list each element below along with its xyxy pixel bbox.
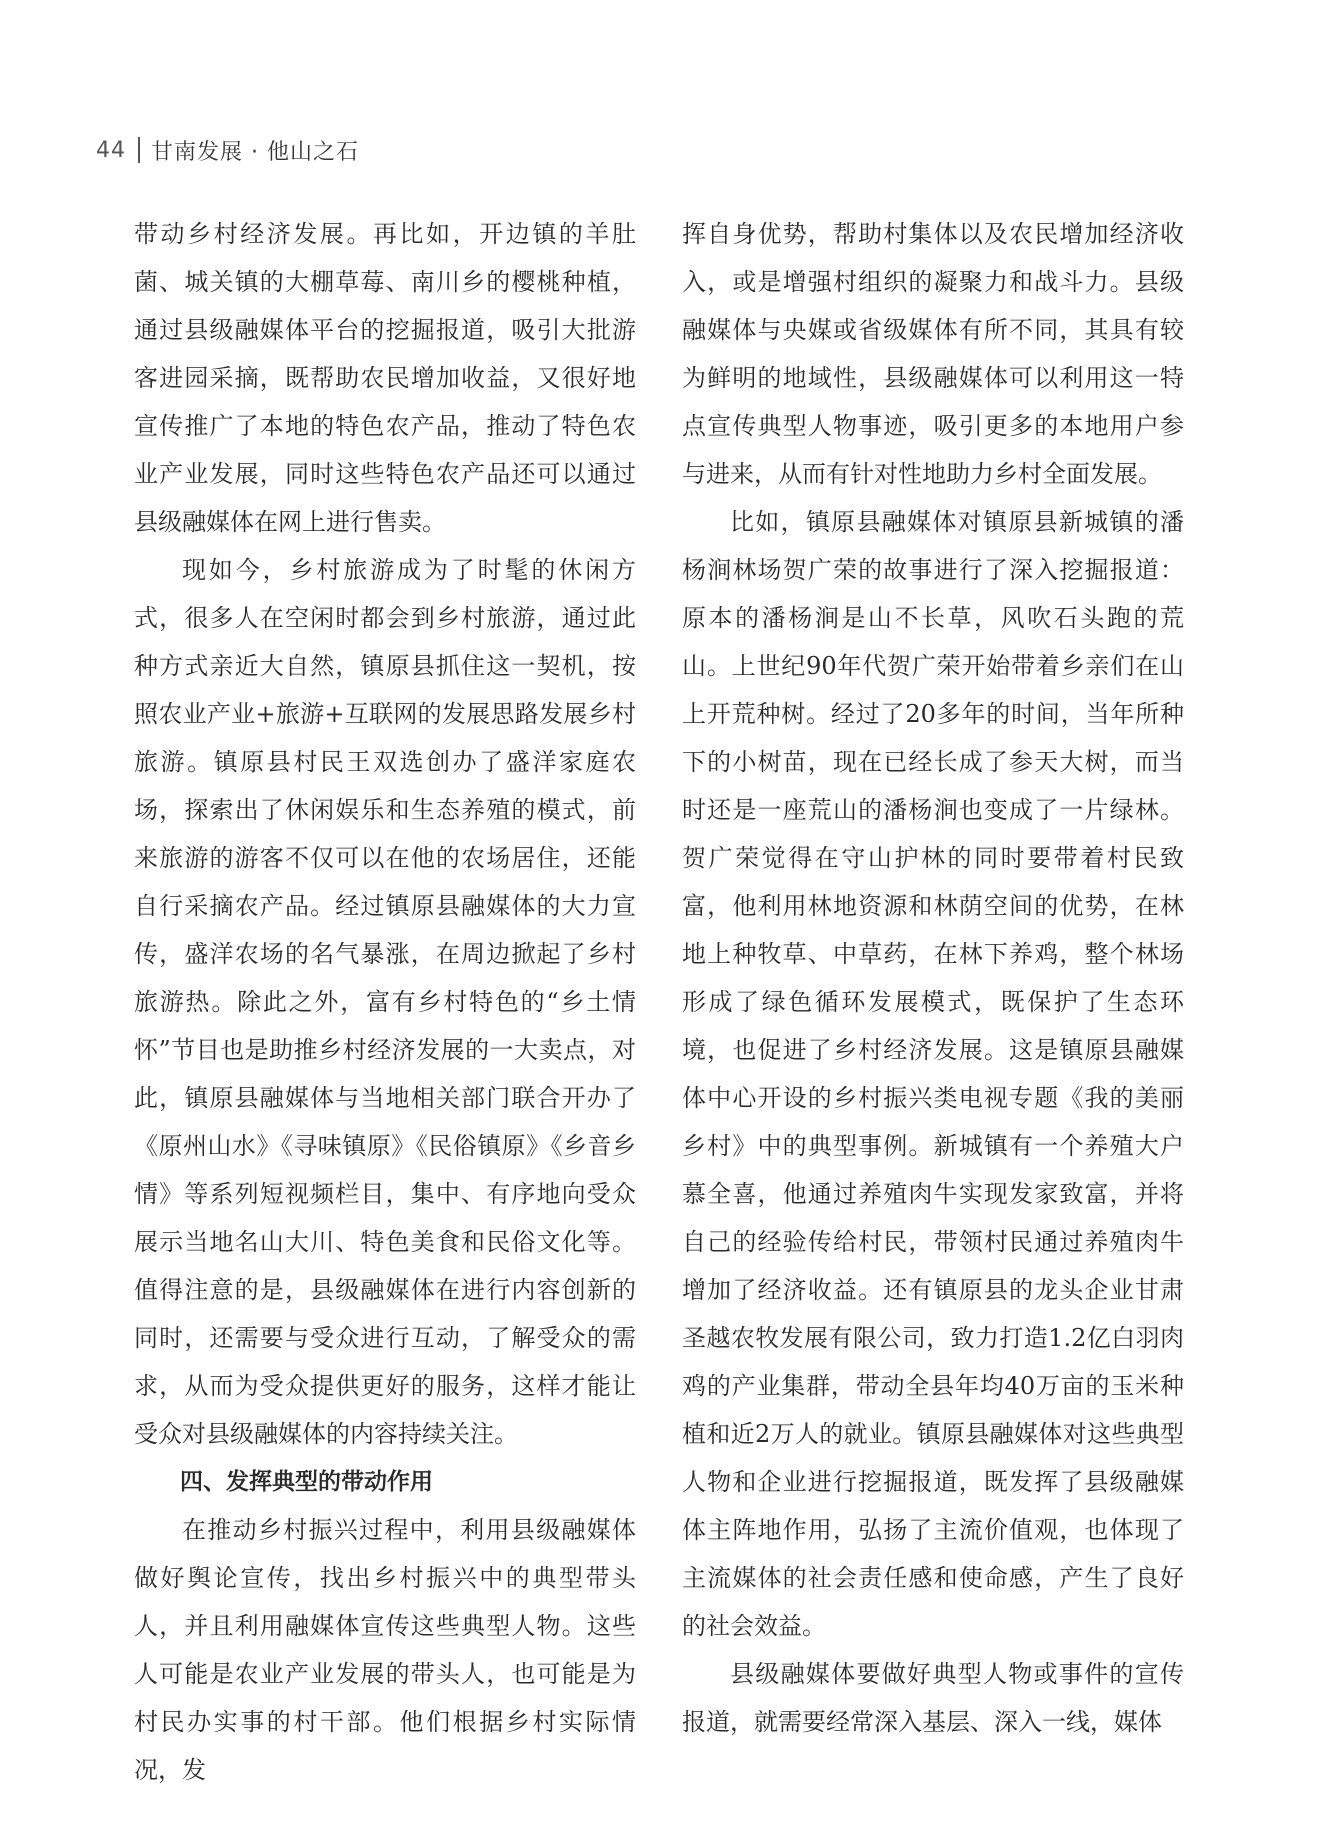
section-title: 甘南发展 · 他山之石 <box>151 139 359 165</box>
left-column <box>134 210 636 1794</box>
section-heading: 四、发挥典型的带动作用 <box>180 1469 433 1495</box>
running-header <box>96 132 359 168</box>
paragraph: 县级融媒体要做好典型人物或事件的宣传报道，就需要经常深入基层、深入一线，媒体 <box>682 1660 1184 1736</box>
paragraph: 在推动乡村振兴过程中，利用县级融媒体做好舆论宣传，找出乡村振兴中的典型带头人，并且利用融媒体宣传这些典型人物。这些人可能是农业产业发展的带头人，也可能是为村民办实事的村干部。他们根据乡村实际情况，发 <box>134 1516 636 1784</box>
paragraph: 比如，镇原县融媒体对镇原县新城镇的潘杨涧林场贺广荣的故事进行了深入挖掘报道：原本的潘杨涧是山不长草，风吹石头跑的荒山。上世纪90年代贺广荣开始带着乡亲们在山上开荒种树。经过了20多年的时间，当年所种下的小树苗，现在已经长成了参天大树，而当时还是一座荒山的潘杨涧也变成了一片绿林。贺广荣觉得在守山护林的同时要带着村民致富，他利用林地资源和林荫空间的优势，在林地上种牧草、中草药，在林下养鸡，整个林场形成了绿色循环发展模式，既保护了生态环境，也促进了乡村经济发展。这是镇原县融媒体中心开设的乡村振兴类电视专题《我的美丽乡村》中的典型事例。新城镇有一个养殖大户慕全喜，他通过养殖肉牛实现发家致富，并将自己的经验传给村民，带领村民通过养殖肉牛增加了经济收益。还有镇原县的龙头企业甘肃圣越农牧发展有限公司，致力打造1.2亿白羽肉鸡的产业集群，带动全县年均40万亩的玉米种植和近2万人的就业。镇原县融媒体对这些典型人物和企业进行挖掘报道，既发挥了县级融媒体主阵地作用，弘扬了主流价值观，也体现了主流媒体的社会责任感和使命感，产生了良好的社会效益。 <box>682 508 1184 1640</box>
header-divider <box>138 137 140 163</box>
paragraph: 带动乡村经济发展。再比如，开边镇的羊肚菌、城关镇的大棚草莓、南川乡的樱桃种植，通过县级融媒体平台的挖掘报道，吸引大批游客进园采摘，既帮助农民增加收益，又很好地宣传推广了本地的特色农产品，推动了特色农业产业发展，同时这些特色农产品还可以通过县级融媒体在网上进行售卖。 <box>134 220 636 536</box>
page-number: 44 <box>96 137 126 163</box>
paragraph: 现如今，乡村旅游成为了时髦的休闲方式，很多人在空闲时都会到乡村旅游，通过此种方式亲近大自然，镇原县抓住这一契机，按照农业产业+旅游+互联网的发展思路发展乡村旅游。镇原县村民王双选创办了盛洋家庭农场，探索出了休闲娱乐和生态养殖的模式，前来旅游的游客不仅可以在他的农场居住，还能自行采摘农产品。经过镇原县融媒体的大力宣传，盛洋农场的名气暴涨，在周边掀起了乡村旅游热。除此之外，富有乡村特色的“乡土情怀”节目也是助推乡村经济发展的一大卖点，对此，镇原县融媒体与当地相关部门联合开办了《原州山水》《寻味镇原》《民俗镇原》《乡音乡情》等系列短视频栏目，集中、有序地向受众展示当地名山大川、特色美食和民俗文化等。值得注意的是，县级融媒体在进行内容创新的同时，还需要与受众进行互动，了解受众的需求，从而为受众提供更好的服务，这样才能让受众对县级融媒体的内容持续关注。 <box>134 556 636 1448</box>
right-column <box>682 210 1184 1746</box>
paragraph: 挥自身优势，帮助村集体以及农民增加经济收入，或是增强村组织的凝聚力和战斗力。县级融媒体与央媒或省级媒体有所不同，其具有较为鲜明的地域性，县级融媒体可以利用这一特点宣传典型人物事迹，吸引更多的本地用户参与进来，从而有针对性地助力乡村全面发展。 <box>682 220 1184 488</box>
